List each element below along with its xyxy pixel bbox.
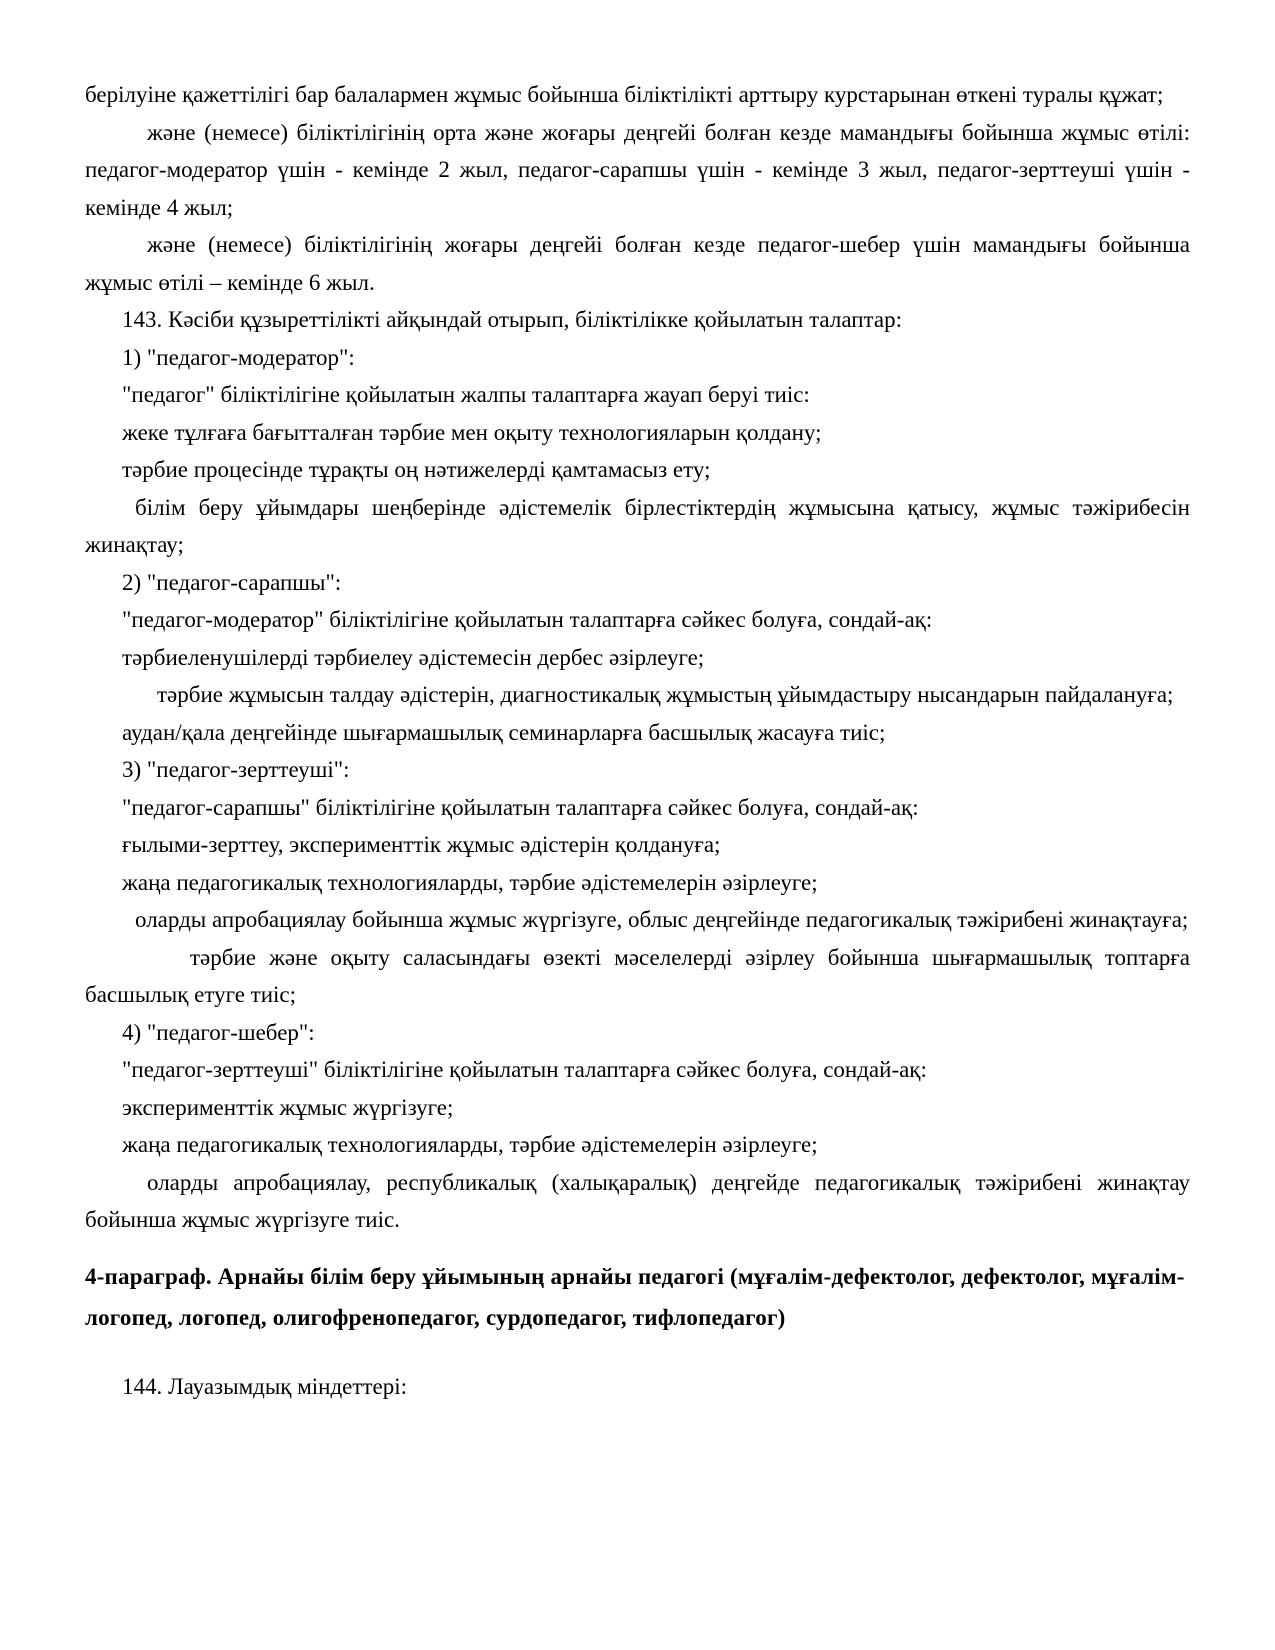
document-body [85, 76, 1190, 1405]
paragraph: тәрбие жұмысын талдау әдістерін, диагностикалық жұмыстың ұйымдастыру нысандарын пайдалануға; [157, 682, 1174, 707]
paragraph: аудан/қала деңгейінде шығармашылық семинарларға басшылық жасауға тиіс; [122, 719, 886, 745]
paragraph: білім беру ұйымдары шеңберінде әдістемелік бірлестіктердің жұмысына қатысу, жұмыс тәжірибесін жинақтау; [85, 494, 1190, 557]
paragraph: 4) "педагог-шебер": [122, 1019, 315, 1045]
paragraph: және (немесе) біліктілігінің жоғары деңгейі болған кезде педагог-шебер үшін мамандығы бойынша жұмыс өтілі – кемінде 6 жыл. [85, 232, 1190, 295]
paragraph: жаңа педагогикалық технологияларды, тәрбие әдістемелерін әзірлеуге; [122, 869, 818, 895]
paragraph: 2) "педагог-сарапшы": [122, 569, 342, 595]
paragraph: тәрбие және оқыту саласындағы өзекті мәселелерді әзірлеу бойынша шығармашылық топтарға басшылық етуге тиіс; [85, 944, 1190, 1007]
paragraph: 3) "педагог-зерттеуші": [122, 757, 350, 782]
section-heading: 4-параграф. Арнайы білім беру ұйымының арнайы педагогі (мұғалім-дефектолог, дефектолог, мұғалім-логопед, логопед, олигофренопедагог, сурдопедагог, тифлопедагог) [85, 1263, 1185, 1330]
paragraph: тәрбиеленушілерді тәрбиелеу әдістемесін дербес әзірлеуге; [122, 644, 705, 670]
paragraph: оларды апробациялау, республикалық (халықаралық) деңгейде педагогикалық тәжірибені жинақтау бойынша жұмыс жүргізуге тиіс. [85, 1169, 1190, 1232]
paragraph: ғылыми-зерттеу, эксперименттік жұмыс әдістерін қолдануға; [122, 832, 721, 857]
paragraph: "педагог" біліктілігіне қойылатын жалпы талаптарға жауап беруі тиіс: [122, 382, 810, 407]
paragraph: жаңа педагогикалық технологияларды, тәрбие әдістемелерін әзірлеуге; [122, 1132, 818, 1157]
paragraph: "педагог-сарапшы" біліктілігіне қойылатын талаптарға сәйкес болуға, сондай-ақ: [122, 794, 919, 820]
paragraph: "педагог-модератор" біліктілігіне қойылатын талаптарға сәйкес болуға, сондай-ақ: [122, 607, 933, 632]
paragraph: және (немесе) біліктілігінің орта және жоғары деңгейі болған кезде мамандығы бойынша жұмыс өтілі: педагог-модератор үшін - кемінде 2 жыл, педагог-сарапшы үшін - кемінде 3 жыл, педагог-зерттеуші үшін - кемінде 4 жыл; [85, 119, 1190, 220]
paragraph: оларды апробациялау бойынша жұмыс жүргізуге, облыс деңгейінде педагогикалық тәжірибені жинақтауға; [135, 907, 1189, 932]
paragraph: жеке тұлғаға бағытталған тәрбие мен оқыту технологияларын қолдану; [122, 419, 822, 445]
paragraph: 143. Кәсіби құзыреттілікті айқындай отырып, біліктілікке қойылатын талаптар: [122, 307, 902, 332]
paragraph: берілуіне қажеттілігі бар балалармен жұмыс бойынша біліктілікті арттыру курстарынан өткені туралы құжат; [85, 82, 1164, 107]
paragraph: "педагог-зерттеуші" біліктілігіне қойылатын талаптарға сәйкес болуға, сондай-ақ: [122, 1057, 927, 1082]
paragraph: 1) "педагог-модератор": [122, 344, 355, 370]
paragraph: тәрбие процесінде тұрақты оң нәтижелерді қамтамасыз ету; [122, 457, 711, 482]
paragraph: эксперименттік жұмыс жүргізуге; [122, 1094, 454, 1120]
paragraph: 144. Лауазымдық міндеттері: [122, 1373, 407, 1399]
